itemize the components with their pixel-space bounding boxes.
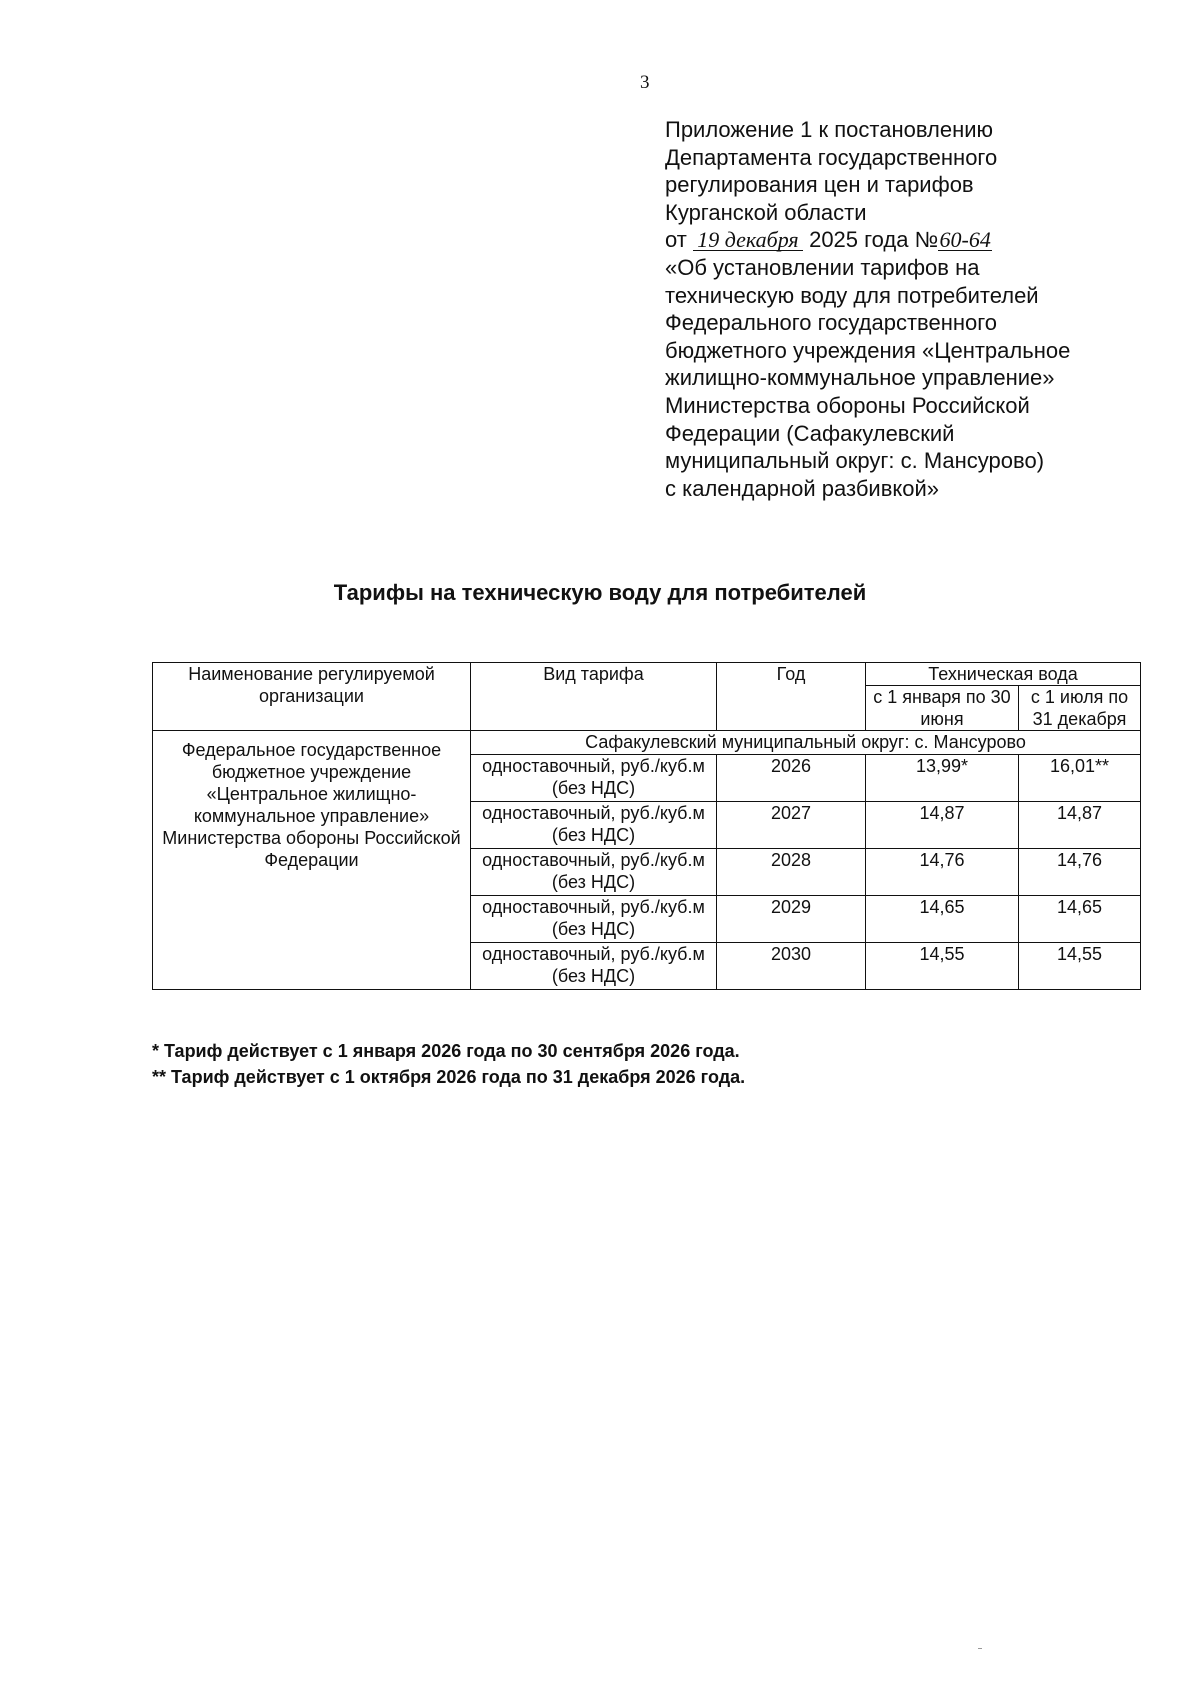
header-technical-water: Техническая вода xyxy=(866,663,1141,686)
date-year: 2025 года № xyxy=(809,227,939,253)
table-header-row xyxy=(153,663,1141,686)
appendix-line: с календарной разбивкой» xyxy=(665,475,940,501)
year-cell: 2026 xyxy=(717,755,866,802)
appendix-line: бюджетного учреждения «Центральное xyxy=(665,337,1071,363)
scan-mark xyxy=(978,1648,982,1649)
tariff-type-cell: одноставочный, руб./куб.м (без НДС) xyxy=(471,755,717,802)
footnote: * Тариф действует с 1 января 2026 года по 30 сентября 2026 года. xyxy=(152,1041,740,1061)
value-period-1-cell: 14,65 xyxy=(866,896,1019,943)
appendix-line: Приложение 1 к постановлению xyxy=(665,117,994,142)
value-period-2-cell: 14,55 xyxy=(1019,943,1141,990)
handwritten-number: 60-64 xyxy=(939,227,991,253)
value-period-2-cell: 14,87 xyxy=(1019,802,1141,849)
page-number: 3 xyxy=(640,72,650,93)
appendix-line: Курганской области xyxy=(665,199,867,225)
tariff-type-cell: одноставочный, руб./куб.м (без НДС) xyxy=(471,896,717,943)
header-org: Наименование регулируемой организации xyxy=(153,663,471,731)
value-period-2-cell: 16,01** xyxy=(1019,755,1141,802)
appendix-line: Департамента государственного xyxy=(665,144,998,170)
appendix-line: техническую воду для потребителей xyxy=(665,282,1039,308)
appendix-line: Федерального государственного xyxy=(665,310,998,336)
value-period-1-cell: 14,55 xyxy=(866,943,1019,990)
value-period-2-cell: 14,76 xyxy=(1019,849,1141,896)
value-period-1-cell: 14,87 xyxy=(866,802,1019,849)
year-cell: 2028 xyxy=(717,849,866,896)
tariffs-table xyxy=(152,662,1141,990)
value-period-1-cell: 14,76 xyxy=(866,849,1019,896)
tariff-type-cell: одноставочный, руб./куб.м (без НДС) xyxy=(471,943,717,990)
header-year: Год xyxy=(717,663,866,731)
region-cell: Сафакулевский муниципальный округ: с. Мансурово xyxy=(471,731,1141,755)
appendix-line: жилищно-коммунальное управление» xyxy=(665,365,1055,391)
appendix-line: Министерства обороны Российской xyxy=(665,392,1030,418)
year-cell: 2027 xyxy=(717,802,866,849)
value-period-2-cell: 14,65 xyxy=(1019,896,1141,943)
year-cell: 2030 xyxy=(717,943,866,990)
year-cell: 2029 xyxy=(717,896,866,943)
appendix-line: «Об установлении тарифов на xyxy=(665,254,980,280)
header-period-1: с 1 января по 30 июня xyxy=(866,686,1019,731)
appendix-header xyxy=(665,116,1165,502)
date-prefix: от xyxy=(665,227,687,253)
footnote: ** Тариф действует с 1 октября 2026 года по 31 декабря 2026 года. xyxy=(152,1067,746,1087)
header-period-2: с 1 июля по 31 декабря xyxy=(1019,686,1141,731)
document-title: Тарифы на техническую воду для потребителей xyxy=(333,580,867,605)
appendix-line: Федерации (Сафакулевский xyxy=(665,420,955,446)
table-region-row xyxy=(153,731,1141,755)
header-tariff-type: Вид тарифа xyxy=(471,663,717,731)
appendix-line: муниципальный округ: с. Мансурово) xyxy=(665,448,1045,474)
tariff-type-cell: одноставочный, руб./куб.м (без НДС) xyxy=(471,802,717,849)
handwritten-date: 19 декабря xyxy=(693,230,803,251)
resolution-date-line xyxy=(665,226,1165,254)
appendix-line: регулирования цен и тарифов xyxy=(665,172,974,198)
value-period-1-cell: 13,99* xyxy=(866,755,1019,802)
tariff-type-cell: одноставочный, руб./куб.м (без НДС) xyxy=(471,849,717,896)
org-name-cell: Федеральное государственное бюджетное учреждение «Центральное жилищно-коммунальное управление» Министерства обороны Российской Федерации xyxy=(153,731,471,990)
footnotes xyxy=(152,1038,745,1090)
